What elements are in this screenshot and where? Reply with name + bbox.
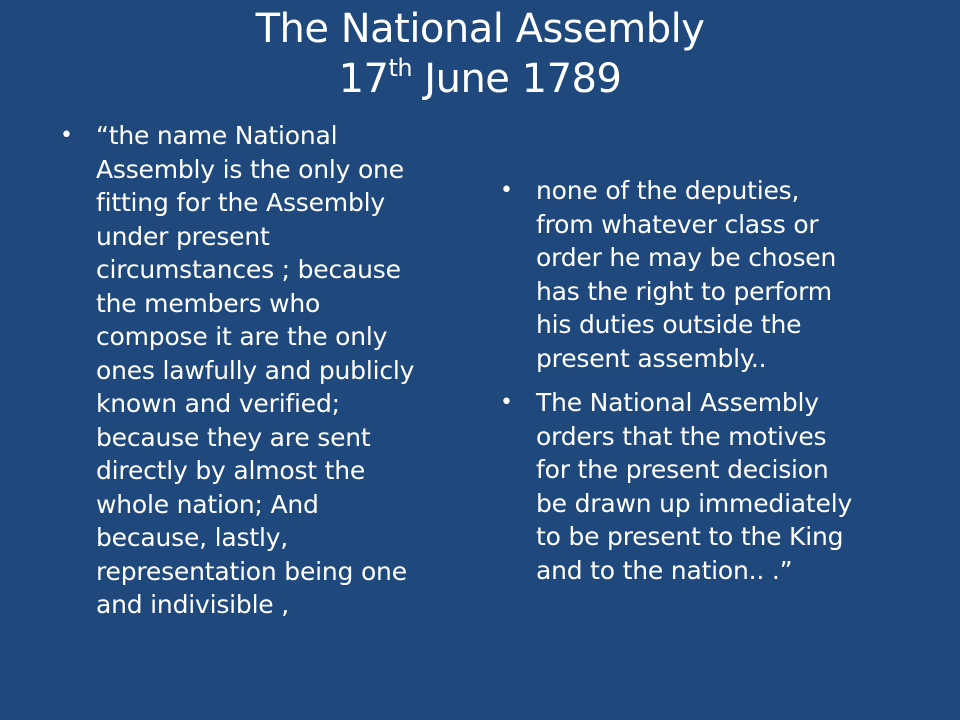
bullet-item <box>500 174 910 375</box>
bullet-icon: • <box>500 178 513 203</box>
bullet-text: “the name National Assembly is the only one fitting for the Assembly under present circumstances ; because the members who compose it are the only ones lawfully and publicly known and verified; because they are sent directly by almost the whole nation; And because, lastly, representation being one and indivisible , <box>96 121 415 619</box>
bullet-icon: • <box>60 123 73 148</box>
bullet-text: none of the deputies, from whatever class or order he may be chosen has the right to perform his duties outside the present assembly.. <box>536 176 837 373</box>
bullet-item <box>60 119 465 622</box>
right-column <box>500 174 910 598</box>
title-date-day: 17 <box>338 56 389 102</box>
title-date-rest: June 1789 <box>412 56 622 102</box>
bullet-text: The National Assembly orders that the motives for the present decision be drawn up immediately to be present to the King and to the nation.. .” <box>536 388 853 585</box>
left-bullet-list <box>60 119 465 622</box>
title-date-ordinal: th <box>388 54 413 82</box>
slide-title <box>0 4 960 104</box>
title-line-2 <box>0 54 960 104</box>
left-column <box>60 119 465 633</box>
right-bullet-list <box>500 174 910 587</box>
title-line-1: The National Assembly <box>255 6 705 52</box>
bullet-icon: • <box>500 390 513 415</box>
bullet-item <box>500 386 910 587</box>
